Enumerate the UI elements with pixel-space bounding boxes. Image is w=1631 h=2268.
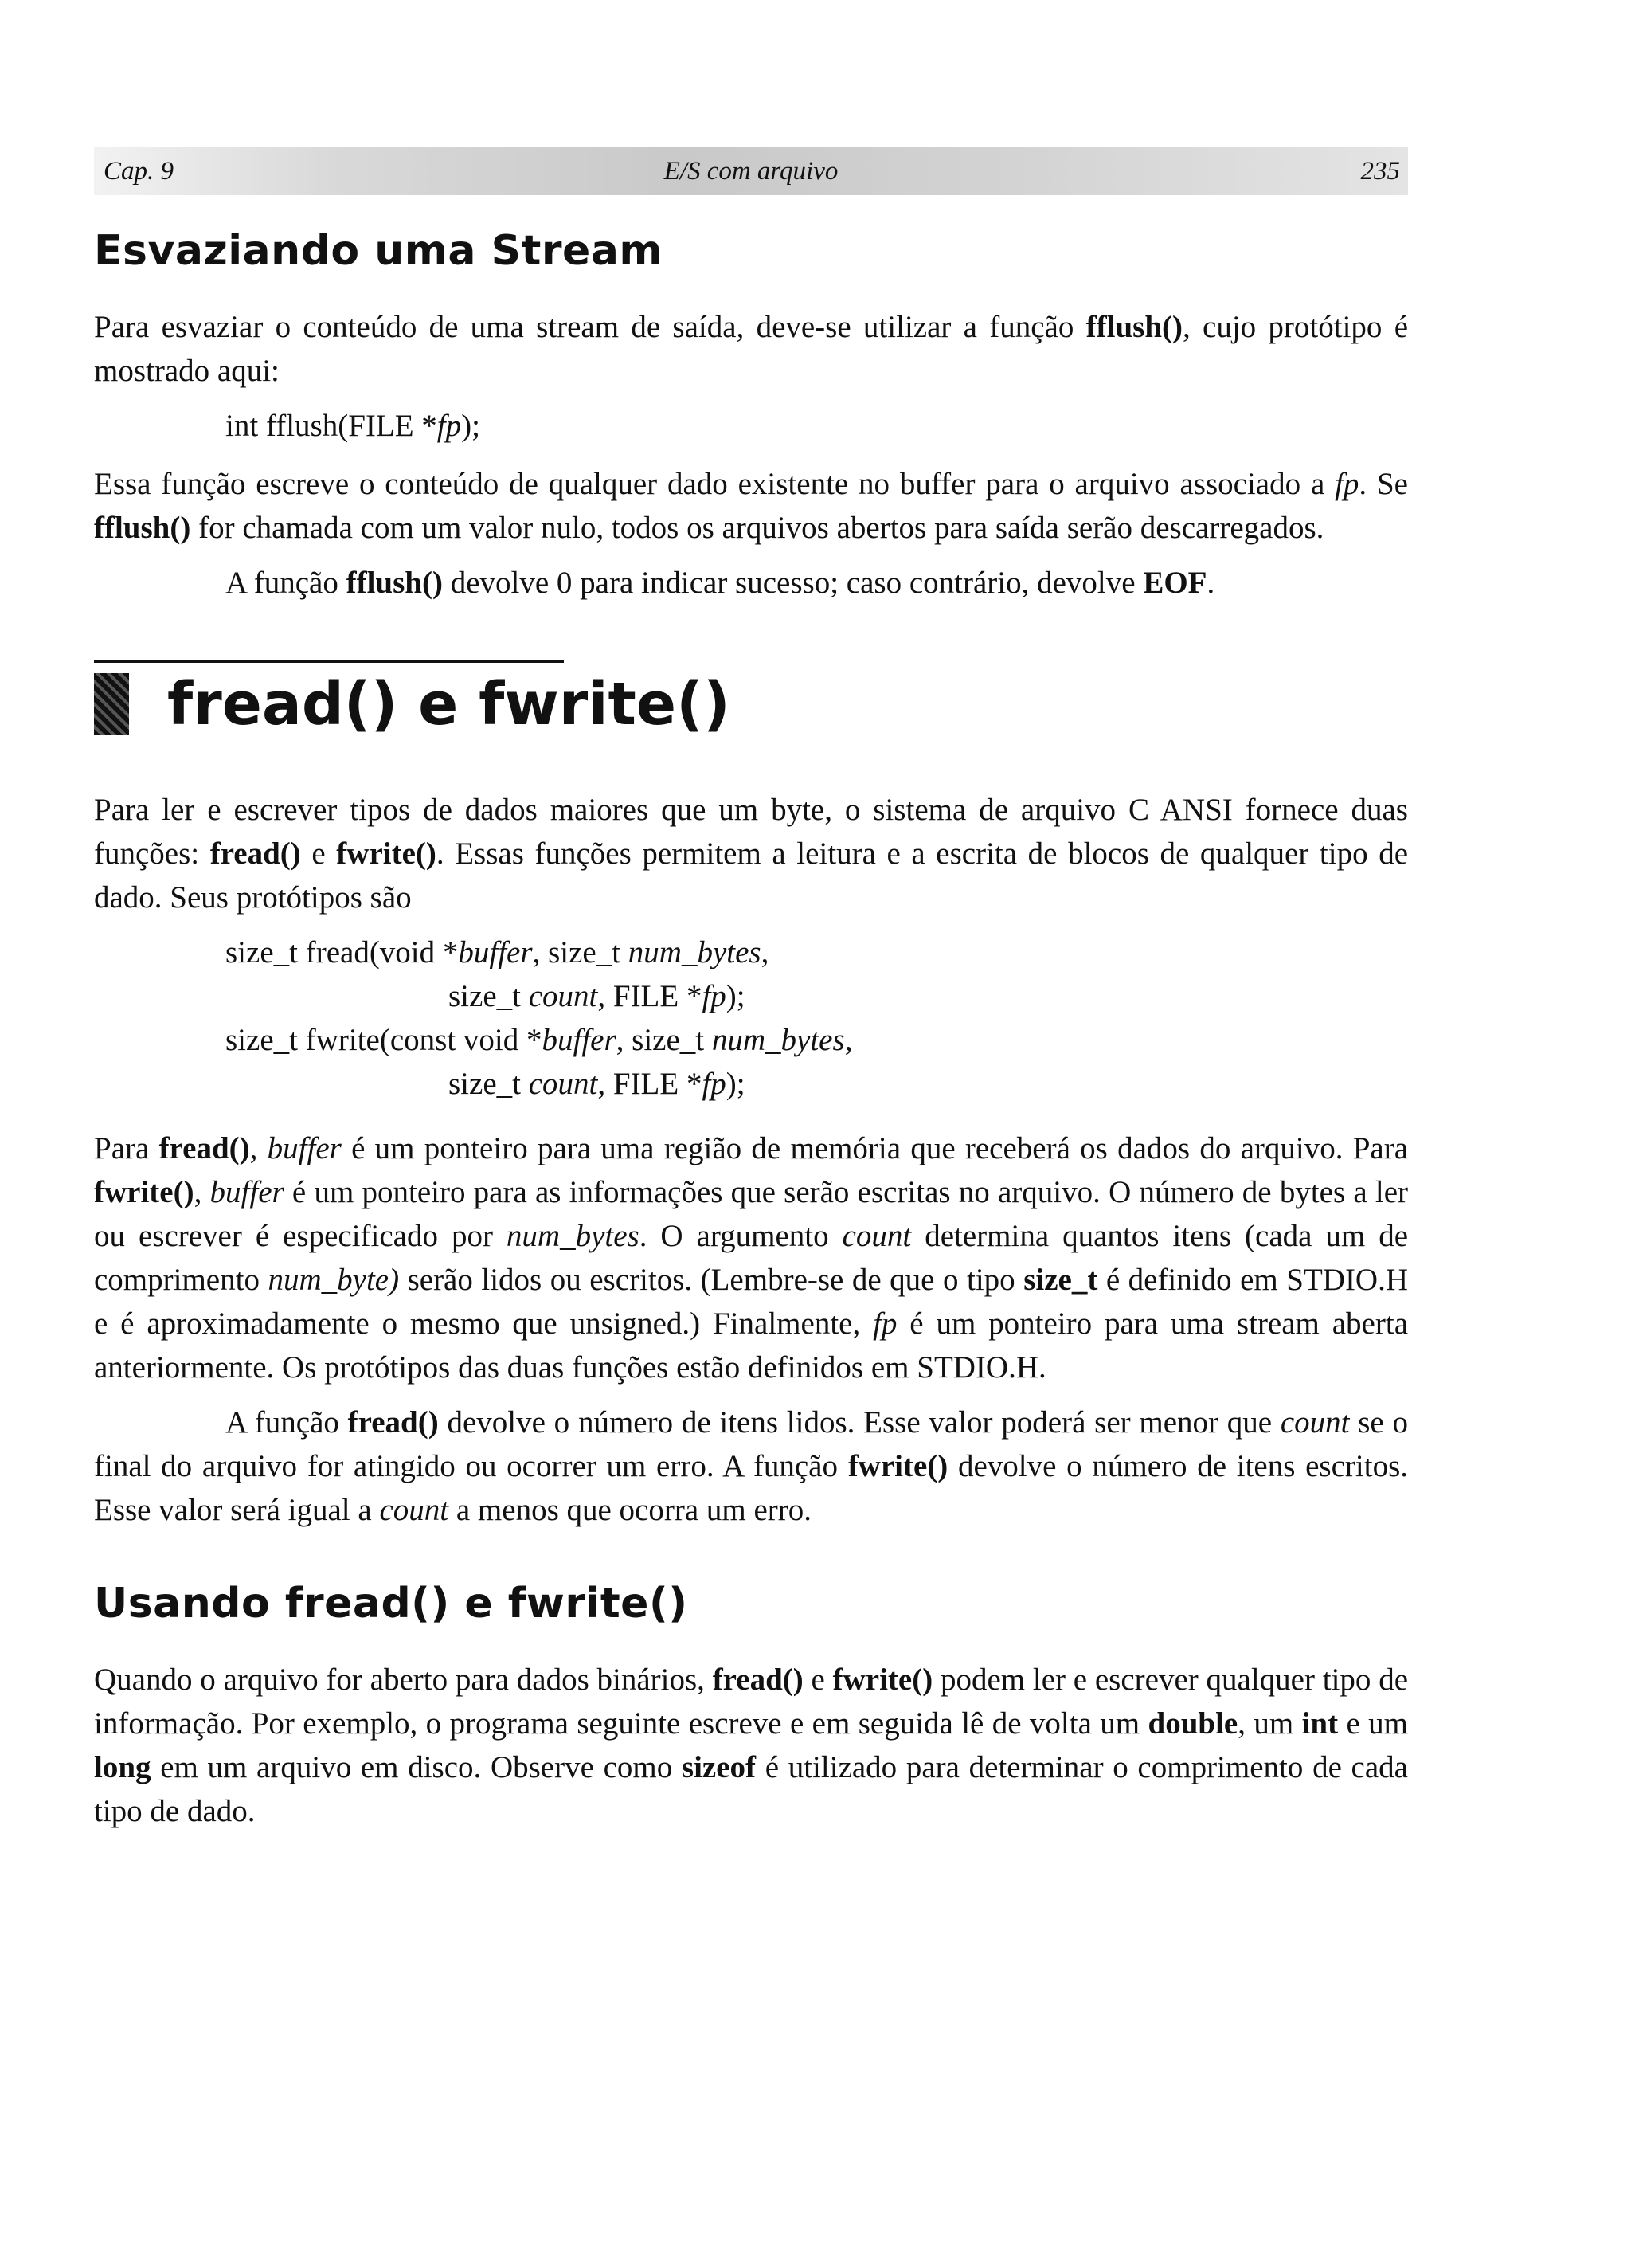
paragraph-flush-description: Essa função escreve o conteúdo de qualquer dado existente no buffer para o arquivo associado a fp. Se fflush() for chamada com um valor nulo, todos os arquivos abertos para saída serão descarregados.	[94, 467, 1408, 545]
paragraph-fread-return: A função fread() devolve o número de itens lidos. Esse valor poderá ser menor que count se o final do arquivo for atingido ou ocorrer um erro. A função fwrite() devolve o número de itens escritos. Esse valor será igual a count a menos que ocorra um erro.	[94, 1405, 1408, 1527]
paragraph-usando: Quando o arquivo for aberto para dados binários, fread() e fwrite() podem ler e escrever qualquer tipo de informação. Por exemplo, o programa seguinte escreve e em seguida lê de volta um double, um int e um long em um arquivo em disco. Observe como sizeof é utilizado para determinar o comprimento de cada tipo de dado.	[94, 1663, 1409, 1828]
running-header	[94, 147, 1408, 195]
section-marker-icon	[94, 673, 129, 735]
book-page	[94, 147, 1408, 2235]
paragraph-flush-return: A função fflush() devolve 0 para indicar sucesso; caso contrário, devolve EOF.	[225, 566, 1215, 600]
paragraph-fread-intro: Para ler e escrever tipos de dados maiores que um byte, o sistema de arquivo C ANSI fornece duas funções: fread() e fwrite(). Essas funções permitem a leitura e a escrita de blocos de qualquer tipo de dado. Seus protótipos são	[94, 793, 1408, 915]
code-line: size_t count, FILE *fp);	[448, 1067, 745, 1101]
paragraph-flush-intro: Para esvaziar o conteúdo de uma stream de saída, deve-se utilizar a função fflush(), cujo protótipo é mostrado aqui:	[94, 310, 1409, 388]
code-line: size_t fread(void *buffer, size_t num_bytes,	[225, 935, 769, 969]
paragraph-fread-parameters: Para fread(), buffer é um ponteiro para uma região de memória que receberá os dados do arquivo. Para fwrite(), buffer é um ponteiro para as informações que serão escritas no arquivo. O número de bytes a ler ou escrever é especificado por num_bytes. O argumento count determina quantos itens (cada um de comprimento num_byte) serão lidos ou escritos. (Lembre-se de que o tipo size_t é definido em STDIO.H e é aproximadamente o mesmo que unsigned.) Finalmente, fp é um ponteiro para uma stream aberta anteriormente. Os protótipos das duas funções estão definidos em STDIO.H.	[94, 1131, 1409, 1385]
page-number: 235	[1360, 157, 1400, 186]
chapter-title: E/S com arquivo	[663, 157, 839, 186]
code-line: size_t fwrite(const void *buffer, size_t num_bytes,	[225, 1023, 853, 1057]
section-heading-usando: Usando fread() e fwrite()	[94, 1580, 688, 1628]
code-line: size_t count, FILE *fp);	[448, 979, 745, 1013]
section-heading-fread-fwrite	[94, 660, 1408, 748]
section-title-fread-fwrite: fread() e fwrite()	[167, 670, 730, 738]
section-heading-flush: Esvaziando uma Stream	[94, 227, 663, 275]
fread-fwrite-prototypes	[94, 930, 1408, 1106]
fflush-prototype: int fflush(FILE *fp);	[225, 409, 480, 443]
chapter-label: Cap. 9	[104, 157, 174, 186]
